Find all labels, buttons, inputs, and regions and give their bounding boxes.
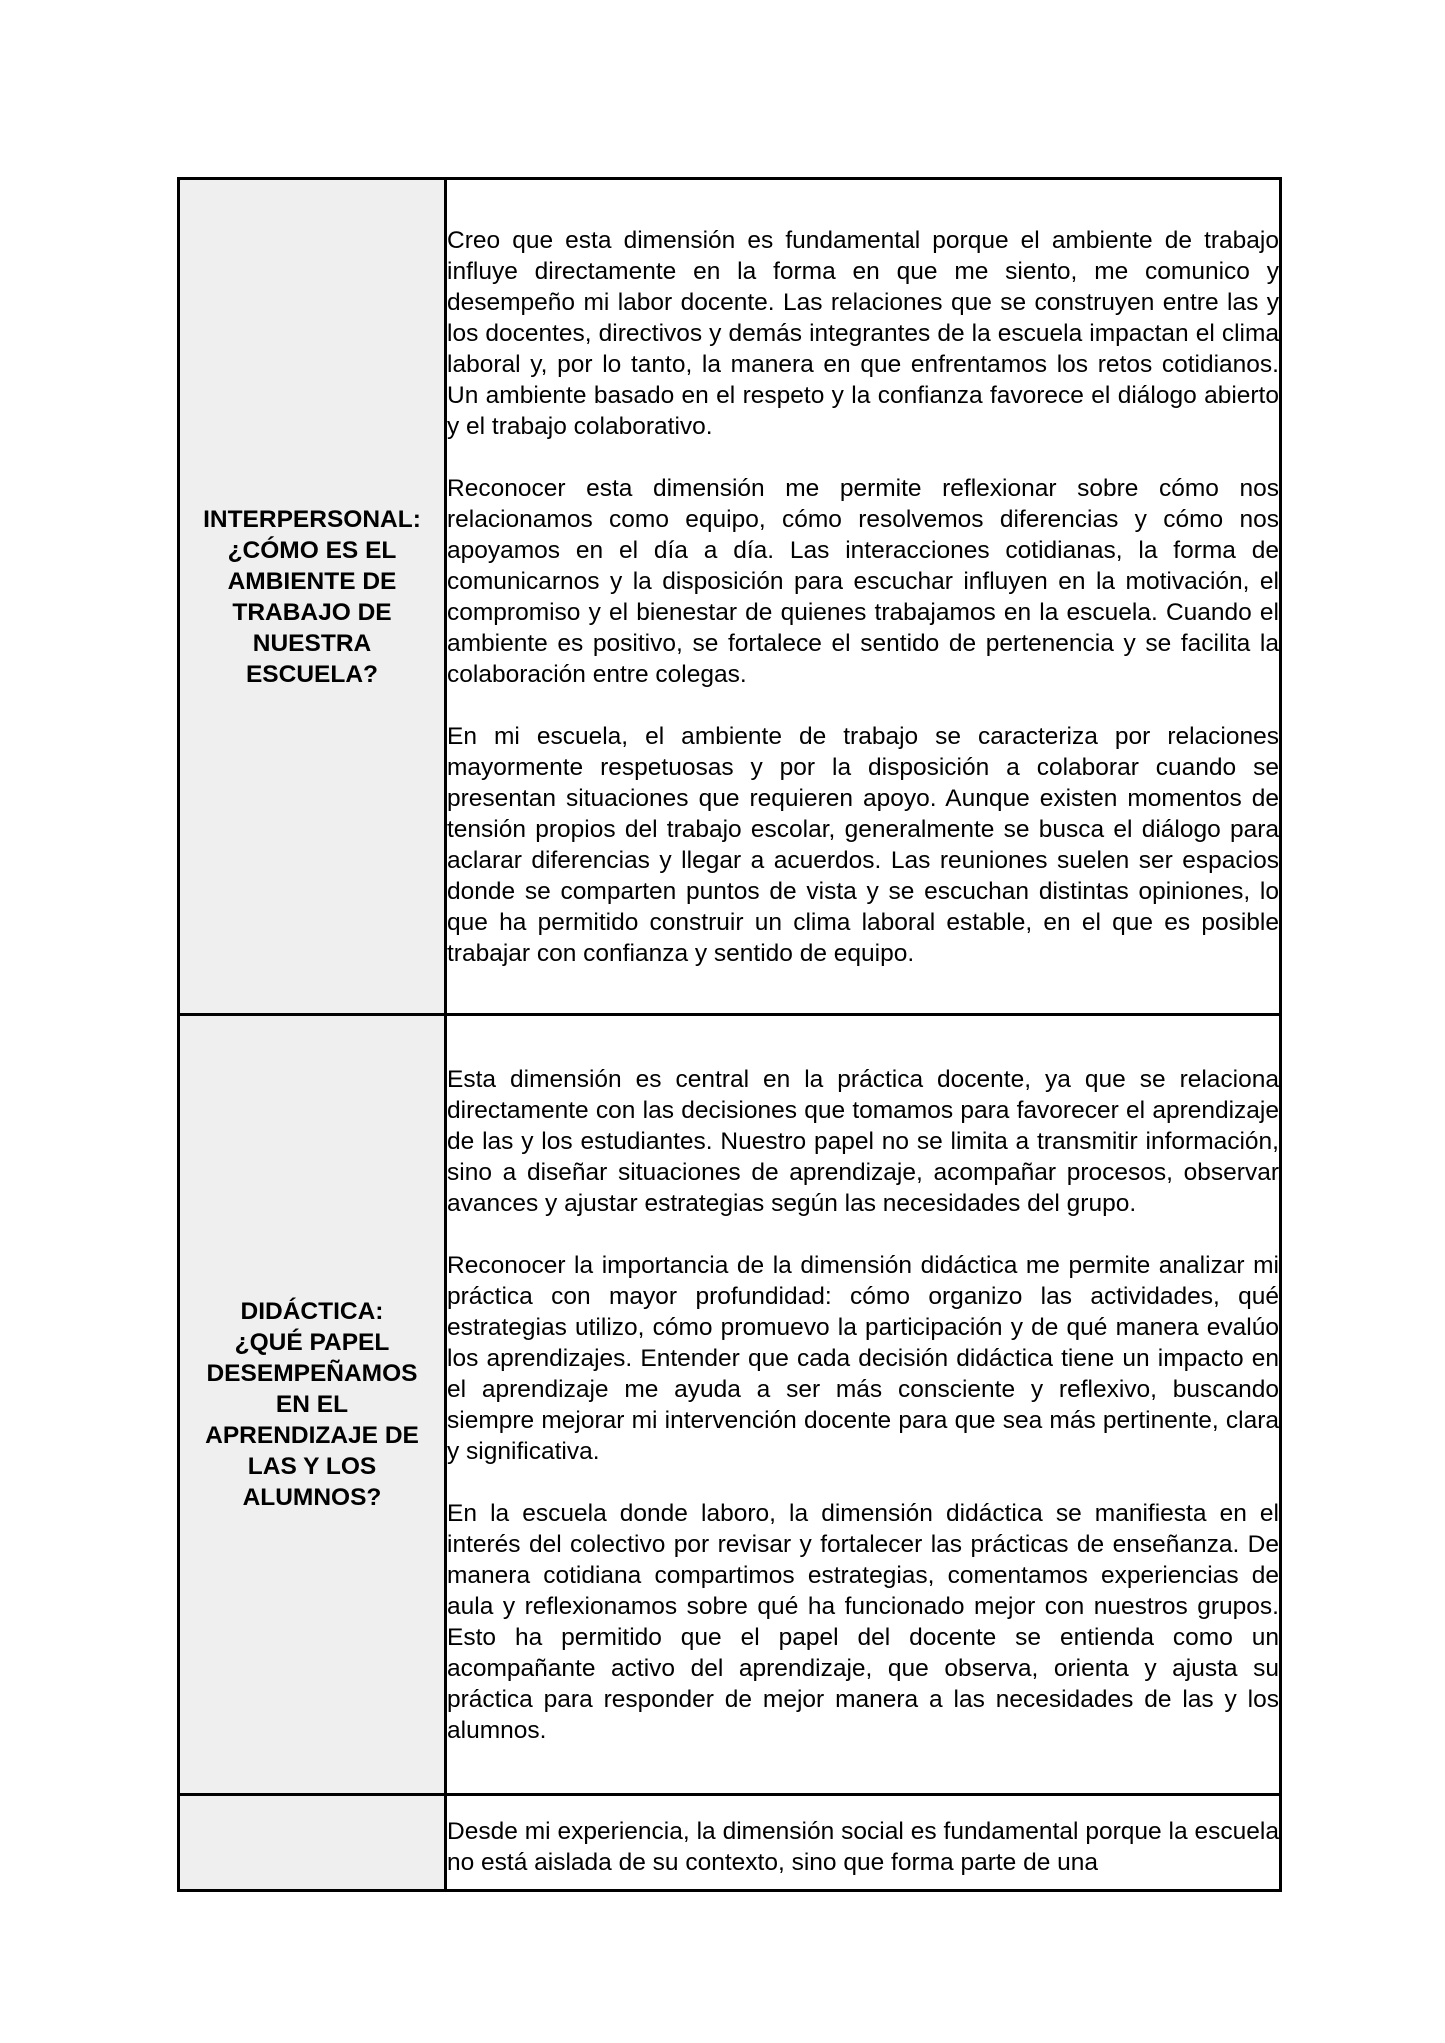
dimension-label-cell (179, 179, 446, 1015)
paragraph: Reconocer la importancia de la dimensión didáctica me permite analizar mi práctica con mayor profundidad: cómo organizo las actividades, qué estrategias utilizo, cómo promuevo la participación y de qué manera evalúo los aprendizajes. Entender que cada decisión didáctica tiene un impacto en el aprendizaje me ayuda a ser más consciente y reflexivo, buscando siempre mejorar mi intervención docente para que sea más pertinente, clara y significativa. (447, 1251, 1279, 1465)
paragraph: Creo que esta dimensión es fundamental porque el ambiente de trabajo influye directamente en la forma en que me siento, me comunico y desempeño mi labor docente. Las relaciones que se construyen entre las y los docentes, directivos y demás integrantes de la escuela impactan el clima laboral y, por lo tanto, la manera en que enfrentamos los retos cotidianos. Un ambiente basado en el respeto y la confianza favorece el diálogo abierto y el trabajo colaborativo. (447, 226, 1279, 440)
dimensions-table (177, 177, 1282, 1892)
dimension-label-cell (179, 1015, 446, 1795)
table-row (179, 1015, 1281, 1795)
paragraph: En mi escuela, el ambiente de trabajo se caracteriza por relaciones mayormente respetuosas y por la disposición a colaborar cuando se presentan situaciones que requieren apoyo. Aunque existen momentos de tensión propios del trabajo escolar, generalmente se busca el diálogo para aclarar diferencias y llegar a acuerdos. Las reuniones suelen ser espacios donde se comparten puntos de vista y se escuchan distintas opiniones, lo que ha permitido construir un clima laboral estable, en el que es posible trabajar con confianza y sentido de equipo. (447, 722, 1279, 967)
dimension-text-cell (446, 1015, 1281, 1795)
dimension-label-didactica: DIDÁCTICA: ¿QUÉ PAPEL DESEMPEÑAMOS EN EL APRENDIZAJE DE LAS Y LOS ALUMNOS? (205, 1298, 419, 1511)
table-row (179, 1795, 1281, 1891)
paragraph: Desde mi experiencia, la dimensión social es fundamental porque la escuela no está aislada de su contexto, sino que forma parte de una (447, 1817, 1279, 1876)
paragraph: Esta dimensión es central en la práctica docente, ya que se relaciona directamente con las decisiones que tomamos para favorecer el aprendizaje de las y los estudiantes. Nuestro papel no se limita a transmitir información, sino a diseñar situaciones de aprendizaje, acompañar procesos, observar avances y ajustar estrategias según las necesidades del grupo. (447, 1065, 1279, 1217)
dimension-text-cell (446, 1795, 1281, 1891)
dimension-label-cell (179, 1795, 446, 1891)
dimension-text-cell (446, 179, 1281, 1015)
table-row (179, 179, 1281, 1015)
dimension-label-interpersonal: INTERPERSONAL: ¿CÓMO ES EL AMBIENTE DE TRABAJO DE NUESTRA ESCUELA? (203, 505, 421, 688)
paragraph: Reconocer esta dimensión me permite reflexionar sobre cómo nos relacionamos como equipo, cómo resolvemos diferencias y cómo nos apoyamos en el día a día. Las interacciones cotidianas, la forma de comunicarnos y la disposición para escuchar influyen en la motivación, el compromiso y el bienestar de quienes trabajamos en la escuela. Cuando el ambiente es positivo, se fortalece el sentido de pertenencia y se facilita la colaboración entre colegas. (447, 474, 1279, 688)
paragraph: En la escuela donde laboro, la dimensión didáctica se manifiesta en el interés del colectivo por revisar y fortalecer las prácticas de enseñanza. De manera cotidiana compartimos estrategias, comentamos experiencias de aula y reflexionamos sobre qué ha funcionado mejor con nuestros grupos. Esto ha permitido que el papel del docente se entienda como un acompañante activo del aprendizaje, que observa, orienta y ajusta su práctica para responder de mejor manera a las necesidades de las y los alumnos. (447, 1499, 1279, 1744)
